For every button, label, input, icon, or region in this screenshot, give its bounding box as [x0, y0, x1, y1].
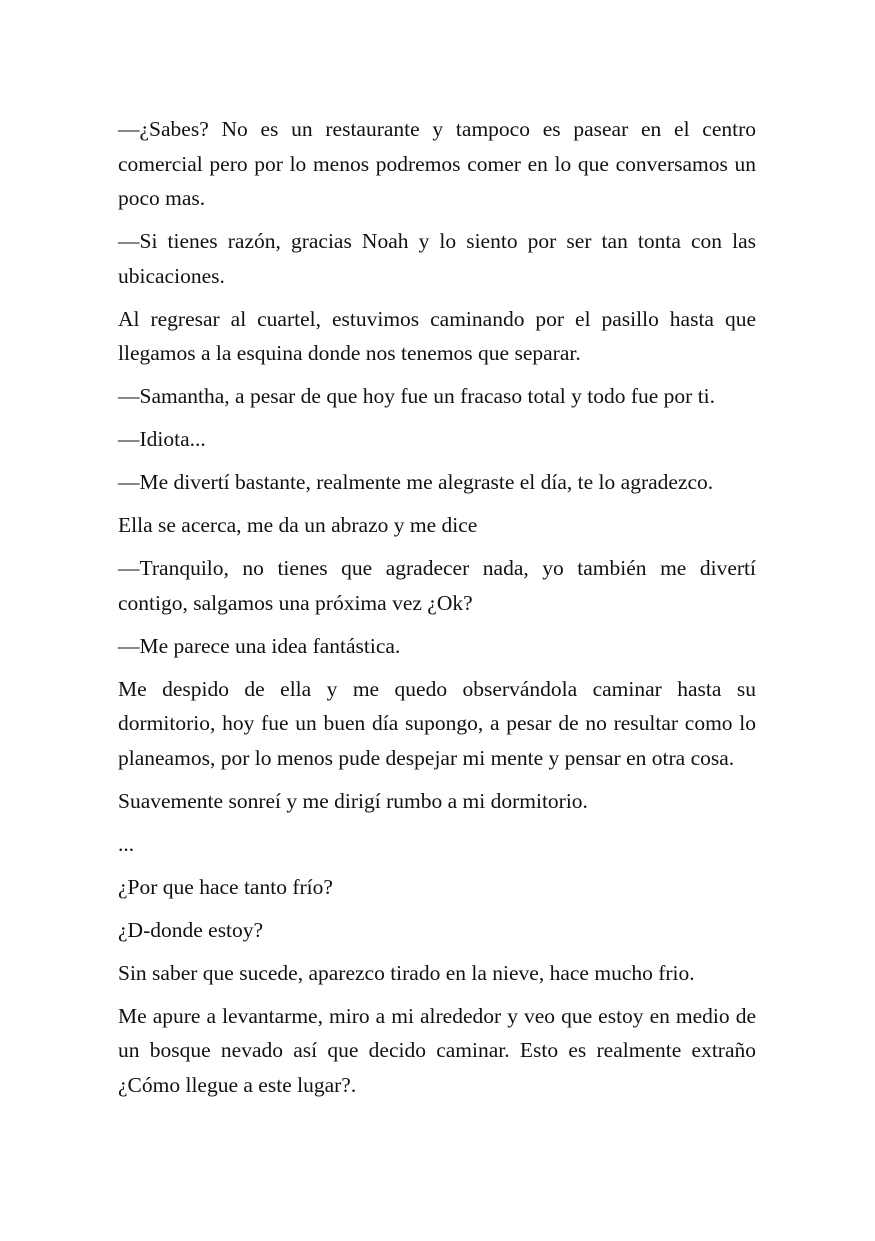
paragraph-15: Sin saber que sucede, aparezco tirado en la nieve, hace mucho frio.: [118, 960, 695, 985]
paragraph-16: Me apure a levantarme, miro a mi alrededor y veo que estoy en medio de un bosque nevado así que decido caminar. Esto es realmente extraño ¿Cómo llegue a este lugar?.: [118, 1003, 756, 1097]
paragraph-2: —Si tienes razón, gracias Noah y lo siento por ser tan tonta con las ubicaciones.: [118, 229, 756, 288]
paragraph-7: Ella se acerca, me da un abrazo y me dice: [118, 513, 478, 537]
paragraph-4: —Samantha, a pesar de que hoy fue un fracaso total y todo fue por ti.: [118, 384, 716, 408]
paragraph-1: —¿Sabes? No es un restaurante y tampoco es pasear en el centro comercial pero por lo menos podremos comer en lo que conversamos un poco mas.: [118, 117, 756, 210]
paragraph-12: ...: [118, 831, 135, 856]
paragraph-11: Suavemente sonreí y me dirigí rumbo a mi dormitorio.: [118, 788, 588, 813]
document-page: [118, 112, 756, 1111]
paragraph-8: —Tranquilo, no tienes que agradecer nada, yo también me divertí contigo, salgamos una próxima vez ¿Ok?: [118, 556, 756, 615]
paragraph-3: Al regresar al cuartel, estuvimos caminando por el pasillo hasta que llegamos a la esquina donde nos tenemos que separar.: [118, 306, 756, 365]
paragraph-14: ¿D-donde estoy?: [118, 917, 264, 942]
paragraph-9: —Me parece una idea fantástica.: [118, 633, 401, 658]
paragraph-6: —Me divertí bastante, realmente me alegraste el día, te lo agradezco.: [118, 470, 714, 494]
paragraph-13: ¿Por que hace tanto frío?: [118, 874, 333, 899]
paragraph-10: Me despido de ella y me quedo observándola caminar hasta su dormitorio, hoy fue un buen día supongo, a pesar de no resultar como lo planeamos, por lo menos pude despejar mi mente y pensar en otra cosa.: [118, 676, 756, 770]
paragraph-5: —Idiota...: [118, 427, 206, 451]
